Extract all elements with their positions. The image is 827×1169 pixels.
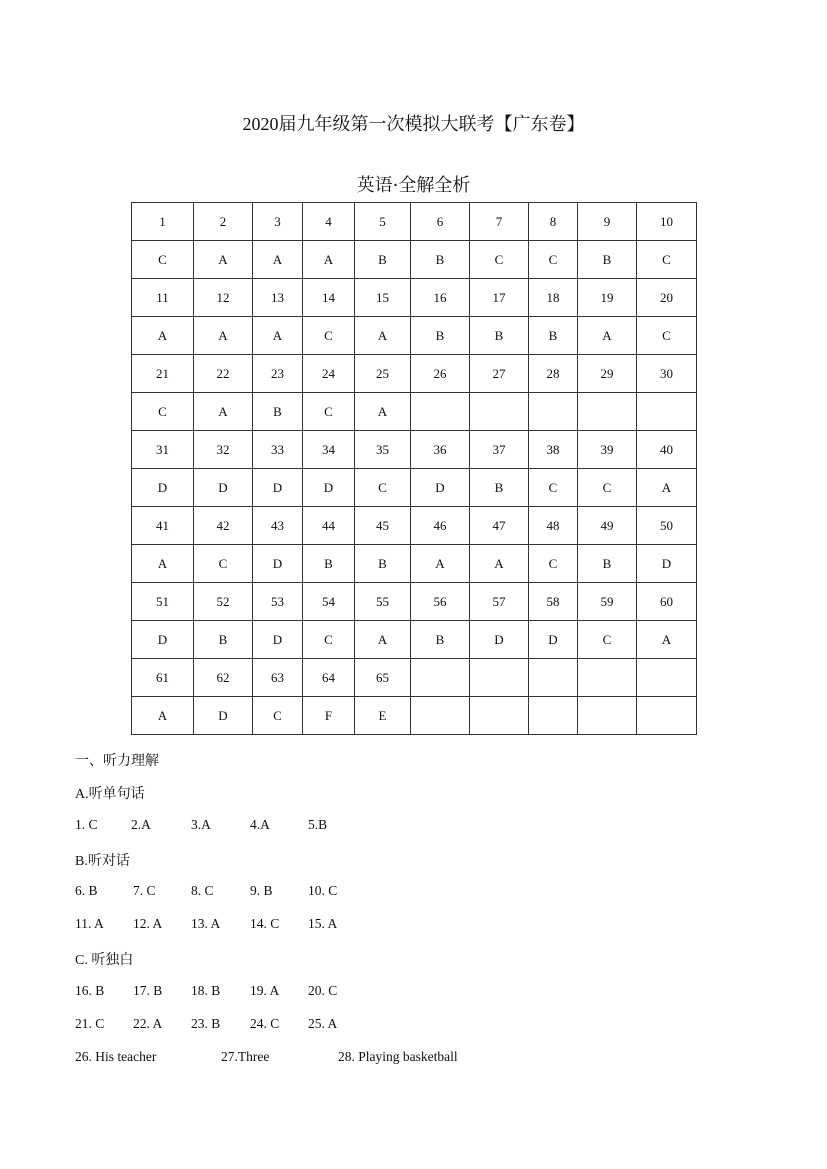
question-number-cell: 43	[253, 507, 303, 545]
question-number-cell: 44	[303, 507, 355, 545]
question-number-cell	[578, 659, 637, 697]
question-number-cell: 48	[529, 507, 578, 545]
answer-item: 9. B	[250, 883, 273, 898]
question-number-cell: 34	[303, 431, 355, 469]
page-title: 2020届九年级第一次模拟大联考【广东卷】	[242, 114, 585, 134]
answer-cell: B	[529, 317, 578, 355]
question-number-cell: 8	[529, 203, 578, 241]
question-number-cell: 17	[470, 279, 529, 317]
question-number-cell: 45	[355, 507, 411, 545]
answer-row	[132, 393, 697, 431]
question-number-cell: 15	[355, 279, 411, 317]
question-number-cell: 12	[194, 279, 253, 317]
answer-cell: C	[303, 317, 355, 355]
answer-item: 15. A	[308, 916, 338, 931]
answer-cell: D	[132, 621, 194, 659]
question-number-row	[132, 355, 697, 393]
answer-cell: B	[411, 317, 470, 355]
question-number-cell: 29	[578, 355, 637, 393]
answer-cell: A	[355, 317, 411, 355]
answer-cell: C	[132, 393, 194, 431]
answer-cell: A	[355, 393, 411, 431]
question-number-cell: 6	[411, 203, 470, 241]
answer-item: 11. A	[75, 916, 104, 931]
question-number-cell: 46	[411, 507, 470, 545]
question-number-cell: 38	[529, 431, 578, 469]
answer-cell: D	[303, 469, 355, 507]
question-number-row	[132, 203, 697, 241]
answer-item: 1. C	[75, 817, 98, 832]
answer-cell	[411, 697, 470, 735]
answer-cell: A	[470, 545, 529, 583]
question-number-cell: 13	[253, 279, 303, 317]
question-number-cell: 64	[303, 659, 355, 697]
answer-cell: C	[637, 241, 697, 279]
answer-cell: B	[470, 469, 529, 507]
answer-cell: B	[470, 317, 529, 355]
answer-row	[132, 697, 697, 735]
answer-cell: C	[194, 545, 253, 583]
answer-item: 8. C	[191, 883, 214, 898]
question-number-row	[132, 279, 697, 317]
part-a-heading: A.听单句话	[75, 787, 145, 802]
answer-cell: B	[411, 241, 470, 279]
question-number-cell	[470, 659, 529, 697]
answer-item: 25. A	[308, 1016, 338, 1031]
answer-item: 24. C	[250, 1016, 280, 1031]
question-number-cell: 33	[253, 431, 303, 469]
answer-item: 7. C	[133, 883, 156, 898]
answer-row	[132, 621, 697, 659]
question-number-cell: 51	[132, 583, 194, 621]
answer-item: 22. A	[133, 1016, 163, 1031]
answer-cell: A	[637, 621, 697, 659]
question-number-cell: 3	[253, 203, 303, 241]
part-b-heading: B.听对话	[75, 854, 130, 869]
answer-cell: B	[411, 621, 470, 659]
question-number-cell: 24	[303, 355, 355, 393]
question-number-cell: 9	[578, 203, 637, 241]
question-number-cell: 37	[470, 431, 529, 469]
question-number-cell	[411, 659, 470, 697]
question-number-cell: 58	[529, 583, 578, 621]
answer-cell: C	[529, 545, 578, 583]
answer-cell: A	[132, 317, 194, 355]
answer-item: 2.A	[131, 817, 151, 832]
question-number-row	[132, 583, 697, 621]
answer-item: 12. A	[133, 916, 163, 931]
answer-cell: A	[303, 241, 355, 279]
question-number-cell: 18	[529, 279, 578, 317]
answer-item: 17. B	[133, 983, 163, 998]
answer-item: 5.B	[308, 817, 328, 832]
question-number-cell: 47	[470, 507, 529, 545]
answer-cell: B	[355, 545, 411, 583]
question-number-cell: 7	[470, 203, 529, 241]
answer-cell: C	[529, 241, 578, 279]
answer-cell: A	[194, 317, 253, 355]
question-number-cell: 35	[355, 431, 411, 469]
answer-cell	[411, 393, 470, 431]
question-number-cell	[637, 659, 697, 697]
answer-cell	[529, 393, 578, 431]
question-number-cell: 14	[303, 279, 355, 317]
answer-item: 18. B	[191, 983, 221, 998]
question-number-row	[132, 659, 697, 697]
part-c-heading: C. 听独白	[75, 953, 134, 968]
answer-row	[132, 241, 697, 279]
answer-cell: D	[253, 545, 303, 583]
answer-cell: A	[578, 317, 637, 355]
answer-cell	[578, 393, 637, 431]
question-number-cell	[529, 659, 578, 697]
answer-cell: D	[253, 469, 303, 507]
question-number-cell: 40	[637, 431, 697, 469]
answer-cell: D	[411, 469, 470, 507]
question-number-cell: 57	[470, 583, 529, 621]
answer-cell: C	[303, 393, 355, 431]
answer-cell	[470, 697, 529, 735]
question-number-cell: 32	[194, 431, 253, 469]
question-number-cell: 50	[637, 507, 697, 545]
answer-cell: D	[194, 469, 253, 507]
answer-item: 19. A	[250, 983, 280, 998]
question-number-cell: 16	[411, 279, 470, 317]
fill-answer: 27.Three	[221, 1049, 270, 1064]
question-number-cell: 19	[578, 279, 637, 317]
answer-cell: F	[303, 697, 355, 735]
answer-cell: B	[194, 621, 253, 659]
answer-cell: C	[529, 469, 578, 507]
question-number-cell: 39	[578, 431, 637, 469]
answer-cell: E	[355, 697, 411, 735]
answer-cell: C	[253, 697, 303, 735]
answer-cell: B	[253, 393, 303, 431]
answer-item: 20. C	[308, 983, 338, 998]
answer-cell: C	[637, 317, 697, 355]
question-number-cell: 11	[132, 279, 194, 317]
question-number-cell: 2	[194, 203, 253, 241]
question-number-cell: 23	[253, 355, 303, 393]
question-number-row	[132, 431, 697, 469]
answer-cell: C	[355, 469, 411, 507]
answer-item: 16. B	[75, 983, 105, 998]
answer-cell	[578, 697, 637, 735]
question-number-cell: 27	[470, 355, 529, 393]
question-number-cell: 54	[303, 583, 355, 621]
answer-cell: A	[194, 393, 253, 431]
answer-cell	[470, 393, 529, 431]
answer-cell	[637, 393, 697, 431]
answer-item: 4.A	[250, 817, 270, 832]
question-number-cell: 62	[194, 659, 253, 697]
question-number-cell: 55	[355, 583, 411, 621]
answer-cell: D	[194, 697, 253, 735]
answer-item: 14. C	[250, 916, 280, 931]
answer-cell: D	[637, 545, 697, 583]
question-number-cell: 65	[355, 659, 411, 697]
answer-cell: D	[132, 469, 194, 507]
answer-cell: B	[355, 241, 411, 279]
answer-item: 6. B	[75, 883, 98, 898]
question-number-cell: 53	[253, 583, 303, 621]
question-number-row	[132, 507, 697, 545]
answer-item: 13. A	[191, 916, 221, 931]
answer-cell: C	[132, 241, 194, 279]
answer-cell: C	[470, 241, 529, 279]
answer-table	[131, 202, 697, 735]
answer-cell: B	[578, 241, 637, 279]
question-number-cell: 59	[578, 583, 637, 621]
question-number-cell: 61	[132, 659, 194, 697]
question-number-cell: 21	[132, 355, 194, 393]
answer-cell: A	[411, 545, 470, 583]
answer-cell: C	[578, 469, 637, 507]
question-number-cell: 60	[637, 583, 697, 621]
answer-item: 23. B	[191, 1016, 221, 1031]
question-number-cell: 22	[194, 355, 253, 393]
question-number-cell: 25	[355, 355, 411, 393]
answer-cell	[637, 697, 697, 735]
question-number-cell: 49	[578, 507, 637, 545]
section-heading-listening: 一、听力理解	[75, 754, 159, 769]
question-number-cell: 30	[637, 355, 697, 393]
answer-item: 10. C	[308, 883, 338, 898]
answer-cell: A	[194, 241, 253, 279]
question-number-cell: 28	[529, 355, 578, 393]
question-number-cell: 10	[637, 203, 697, 241]
answer-row	[132, 317, 697, 355]
answer-cell: A	[253, 241, 303, 279]
answer-cell: D	[253, 621, 303, 659]
answer-cell: B	[303, 545, 355, 583]
question-number-cell: 63	[253, 659, 303, 697]
question-number-cell: 26	[411, 355, 470, 393]
answer-item: 3.A	[191, 817, 211, 832]
question-number-cell: 52	[194, 583, 253, 621]
page-subtitle: 英语·全解全析	[356, 175, 471, 196]
answer-cell	[529, 697, 578, 735]
question-number-cell: 31	[132, 431, 194, 469]
answer-cell: A	[355, 621, 411, 659]
question-number-cell: 1	[132, 203, 194, 241]
answer-item: 21. C	[75, 1016, 105, 1031]
question-number-cell: 42	[194, 507, 253, 545]
question-number-cell: 56	[411, 583, 470, 621]
fill-answer: 28. Playing basketball	[338, 1049, 458, 1064]
answer-cell: C	[578, 621, 637, 659]
question-number-cell: 5	[355, 203, 411, 241]
answer-row	[132, 469, 697, 507]
fill-answer: 26. His teacher	[75, 1049, 157, 1064]
answer-cell: A	[132, 545, 194, 583]
answer-cell: D	[470, 621, 529, 659]
question-number-cell: 20	[637, 279, 697, 317]
answer-cell: A	[253, 317, 303, 355]
answer-cell: C	[303, 621, 355, 659]
answer-cell: A	[132, 697, 194, 735]
answer-cell: A	[637, 469, 697, 507]
answer-cell: B	[578, 545, 637, 583]
question-number-cell: 4	[303, 203, 355, 241]
question-number-cell: 36	[411, 431, 470, 469]
question-number-cell: 41	[132, 507, 194, 545]
answer-row	[132, 545, 697, 583]
answer-cell: D	[529, 621, 578, 659]
